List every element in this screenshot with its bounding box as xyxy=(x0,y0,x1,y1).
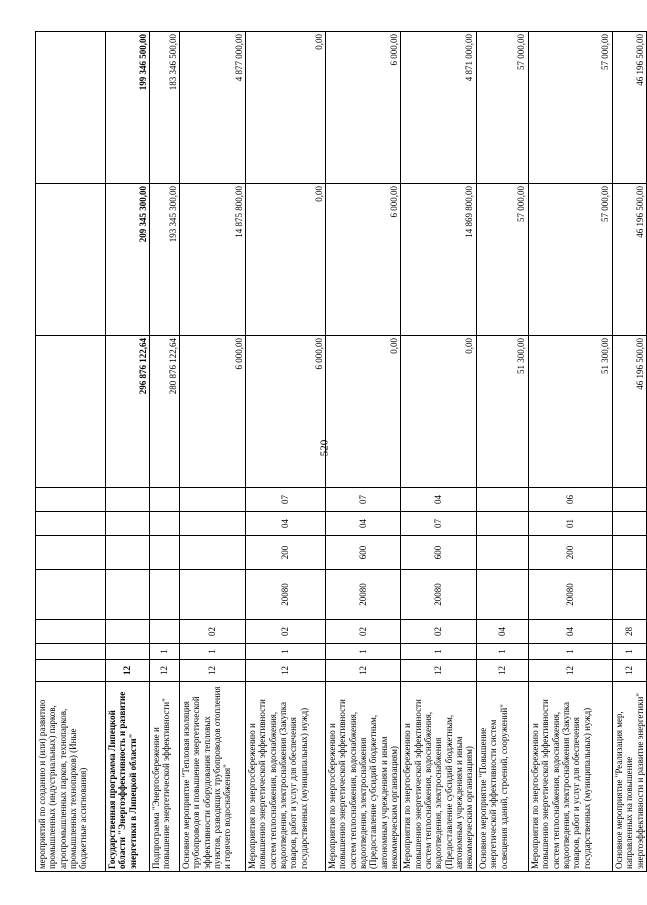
amount-cell: 6 000,00 xyxy=(180,336,246,488)
amount-cell: 183 346 500,00 xyxy=(150,32,180,184)
amount-cell: 57 000,00 xyxy=(528,184,612,336)
code-cell: 07 xyxy=(326,488,401,512)
code-cell: 28 xyxy=(612,620,646,644)
code-cell xyxy=(106,570,150,620)
code-cell xyxy=(612,488,646,512)
code-cell: 07 xyxy=(246,488,326,512)
amount-cell: 51 300,00 xyxy=(476,336,528,488)
code-cell: 1 xyxy=(150,644,180,660)
code-cell: 02 xyxy=(246,620,326,644)
code-cell: 07 xyxy=(401,512,476,536)
code-cell: 1 xyxy=(326,644,401,660)
code-cell xyxy=(612,536,646,570)
row-name-cell: Государственная программа Липецкой области "Энергоэффективность и развитие энергетики в Липецкой области" xyxy=(106,682,150,872)
code-cell xyxy=(150,620,180,644)
table-row xyxy=(476,32,528,872)
code-cell: 04 xyxy=(476,620,528,644)
code-cell xyxy=(180,536,246,570)
amount-cell: 199 346 500,00 xyxy=(106,32,150,184)
amount-cell: 0,00 xyxy=(401,336,476,488)
code-cell: 06 xyxy=(528,488,612,512)
code-cell: 1 xyxy=(246,644,326,660)
code-cell: 04 xyxy=(326,512,401,536)
rotated-table-container xyxy=(35,32,645,872)
amount-cell: 57 000,00 xyxy=(476,184,528,336)
row-name-cell: Основное мероприятие "Реализация мер, направленных на повышение энергоэффективности и развитие энергетики" xyxy=(612,682,646,872)
code-cell xyxy=(36,536,106,570)
amount-cell: 0,00 xyxy=(246,32,326,184)
code-cell xyxy=(180,570,246,620)
row-name-cell: Мероприятия по энергосбережению и повышению энергетической эффективности систем теплоснабжения, водоснабжения, водоотведения, электроснабжения (Закупка товаров, работ и услуг для обеспечения государственных (муниципальных) нужд) xyxy=(246,682,326,872)
page-number: 520 xyxy=(318,439,331,457)
table-row xyxy=(401,32,476,872)
code-cell: 04 xyxy=(528,620,612,644)
code-cell xyxy=(36,644,106,660)
table-row xyxy=(326,32,401,872)
code-cell xyxy=(150,570,180,620)
table-row xyxy=(612,32,646,872)
code-cell xyxy=(476,488,528,512)
row-name-cell: Основное мероприятие "Повышение энергетической эффективности систем освещения зданий, строений, сооружений" xyxy=(476,682,528,872)
code-cell: 02 xyxy=(326,620,401,644)
code-cell xyxy=(36,620,106,644)
amount-cell: 296 876 122,64 xyxy=(106,336,150,488)
code-cell: 200 xyxy=(246,536,326,570)
code-cell xyxy=(36,570,106,620)
code-cell: 04 xyxy=(246,512,326,536)
code-cell xyxy=(106,620,150,644)
code-cell: 600 xyxy=(326,536,401,570)
code-cell: 12 xyxy=(180,660,246,682)
code-cell: 12 xyxy=(401,660,476,682)
code-cell: 200 xyxy=(528,536,612,570)
amount-cell: 57 000,00 xyxy=(528,32,612,184)
code-cell xyxy=(180,512,246,536)
amount-cell xyxy=(36,32,106,184)
table-row xyxy=(180,32,246,872)
code-cell: 12 xyxy=(106,660,150,682)
code-cell: 02 xyxy=(401,620,476,644)
amount-cell: 193 345 300,00 xyxy=(150,184,180,336)
row-name-cell: Мероприятия по энергосбережению и повышению энергетической эффективности систем теплоснабжения, водоснабжения, водоотведения, электроснабжения (Предоставление субсидий бюджетным, автономным учреждениям и иным некоммерческим организациям) xyxy=(326,682,401,872)
amount-cell: 6 000,00 xyxy=(246,336,326,488)
code-cell xyxy=(476,512,528,536)
amount-cell: 14 869 800,00 xyxy=(401,184,476,336)
amount-cell: 0,00 xyxy=(326,336,401,488)
row-name-cell: мероприятий по созданию и (или) развитию промышленных (индустриальных) парков, агропромышленных парков, технопарков, промышленных технопарков) (Иные бюджетные ассигнования) xyxy=(36,682,106,872)
amount-cell: 4 871 000,00 xyxy=(401,32,476,184)
code-cell: 04 xyxy=(401,488,476,512)
code-cell: 12 xyxy=(246,660,326,682)
amount-cell: 57 000,00 xyxy=(476,32,528,184)
row-name-cell: Основное мероприятие "Тепловая изоляция трубопроводов и повышение энергетической эффективности оборудования тепловых пунктов, разводящих трубопроводов отопления и горячего водоснабжения" xyxy=(180,682,246,872)
amount-cell: 46 196 500,00 xyxy=(612,184,646,336)
code-cell xyxy=(476,570,528,620)
code-cell xyxy=(106,512,150,536)
amount-cell: 14 875 800,00 xyxy=(180,184,246,336)
code-cell xyxy=(150,488,180,512)
amount-cell xyxy=(36,184,106,336)
amount-cell: 6 000,00 xyxy=(326,184,401,336)
code-cell: 20080 xyxy=(246,570,326,620)
code-cell: 12 xyxy=(326,660,401,682)
amount-cell: 6 000,00 xyxy=(326,32,401,184)
code-cell xyxy=(106,488,150,512)
code-cell: 1 xyxy=(401,644,476,660)
code-cell xyxy=(476,536,528,570)
code-cell xyxy=(612,570,646,620)
code-cell: 02 xyxy=(180,620,246,644)
amount-cell: 46 196 500,00 xyxy=(612,336,646,488)
code-cell xyxy=(106,536,150,570)
code-cell xyxy=(36,660,106,682)
code-cell: 600 xyxy=(401,536,476,570)
code-cell: 12 xyxy=(528,660,612,682)
amount-cell: 51 300,00 xyxy=(528,336,612,488)
amount-cell: 4 877 000,00 xyxy=(180,32,246,184)
code-cell xyxy=(150,512,180,536)
table-row xyxy=(106,32,150,872)
amount-cell: 46 196 500,00 xyxy=(612,32,646,184)
code-cell: 01 xyxy=(528,512,612,536)
code-cell: 1 xyxy=(180,644,246,660)
code-cell: 20080 xyxy=(401,570,476,620)
amount-cell: 280 876 122,64 xyxy=(150,336,180,488)
budget-table xyxy=(35,31,647,872)
table-row xyxy=(528,32,612,872)
code-cell: 12 xyxy=(612,660,646,682)
code-cell xyxy=(36,512,106,536)
code-cell: 12 xyxy=(150,660,180,682)
row-name-cell: Подпрограмма "Энергосбережение и повышение энергетической эффективности" xyxy=(150,682,180,872)
row-name-cell: Мероприятия по энергосбережению и повышению энергетической эффективности систем теплоснабжения, водоснабжения, водоотведения, электроснабжения (Предоставление субсидий бюджетным, автономным учреждениям и иным некоммерческим организациям) xyxy=(401,682,476,872)
amount-cell: 0,00 xyxy=(246,184,326,336)
code-cell: 20080 xyxy=(528,570,612,620)
code-cell: 12 xyxy=(476,660,528,682)
row-name-cell: Мероприятия по энергосбережению и повышению энергетической эффективности систем теплоснабжения, водоснабжения, водоотведения, электроснабжения (Закупка товаров, работ и услуг для обеспечения государственных (муниципальных) нужд) xyxy=(528,682,612,872)
code-cell xyxy=(36,488,106,512)
table-row xyxy=(150,32,180,872)
code-cell xyxy=(106,644,150,660)
amount-cell: 209 345 300,00 xyxy=(106,184,150,336)
amount-cell xyxy=(36,336,106,488)
code-cell: 1 xyxy=(528,644,612,660)
table-row xyxy=(36,32,106,872)
code-cell xyxy=(612,512,646,536)
code-cell xyxy=(150,536,180,570)
code-cell: 20080 xyxy=(326,570,401,620)
code-cell xyxy=(180,488,246,512)
code-cell: 1 xyxy=(612,644,646,660)
table-row xyxy=(246,32,326,872)
code-cell: 1 xyxy=(476,644,528,660)
